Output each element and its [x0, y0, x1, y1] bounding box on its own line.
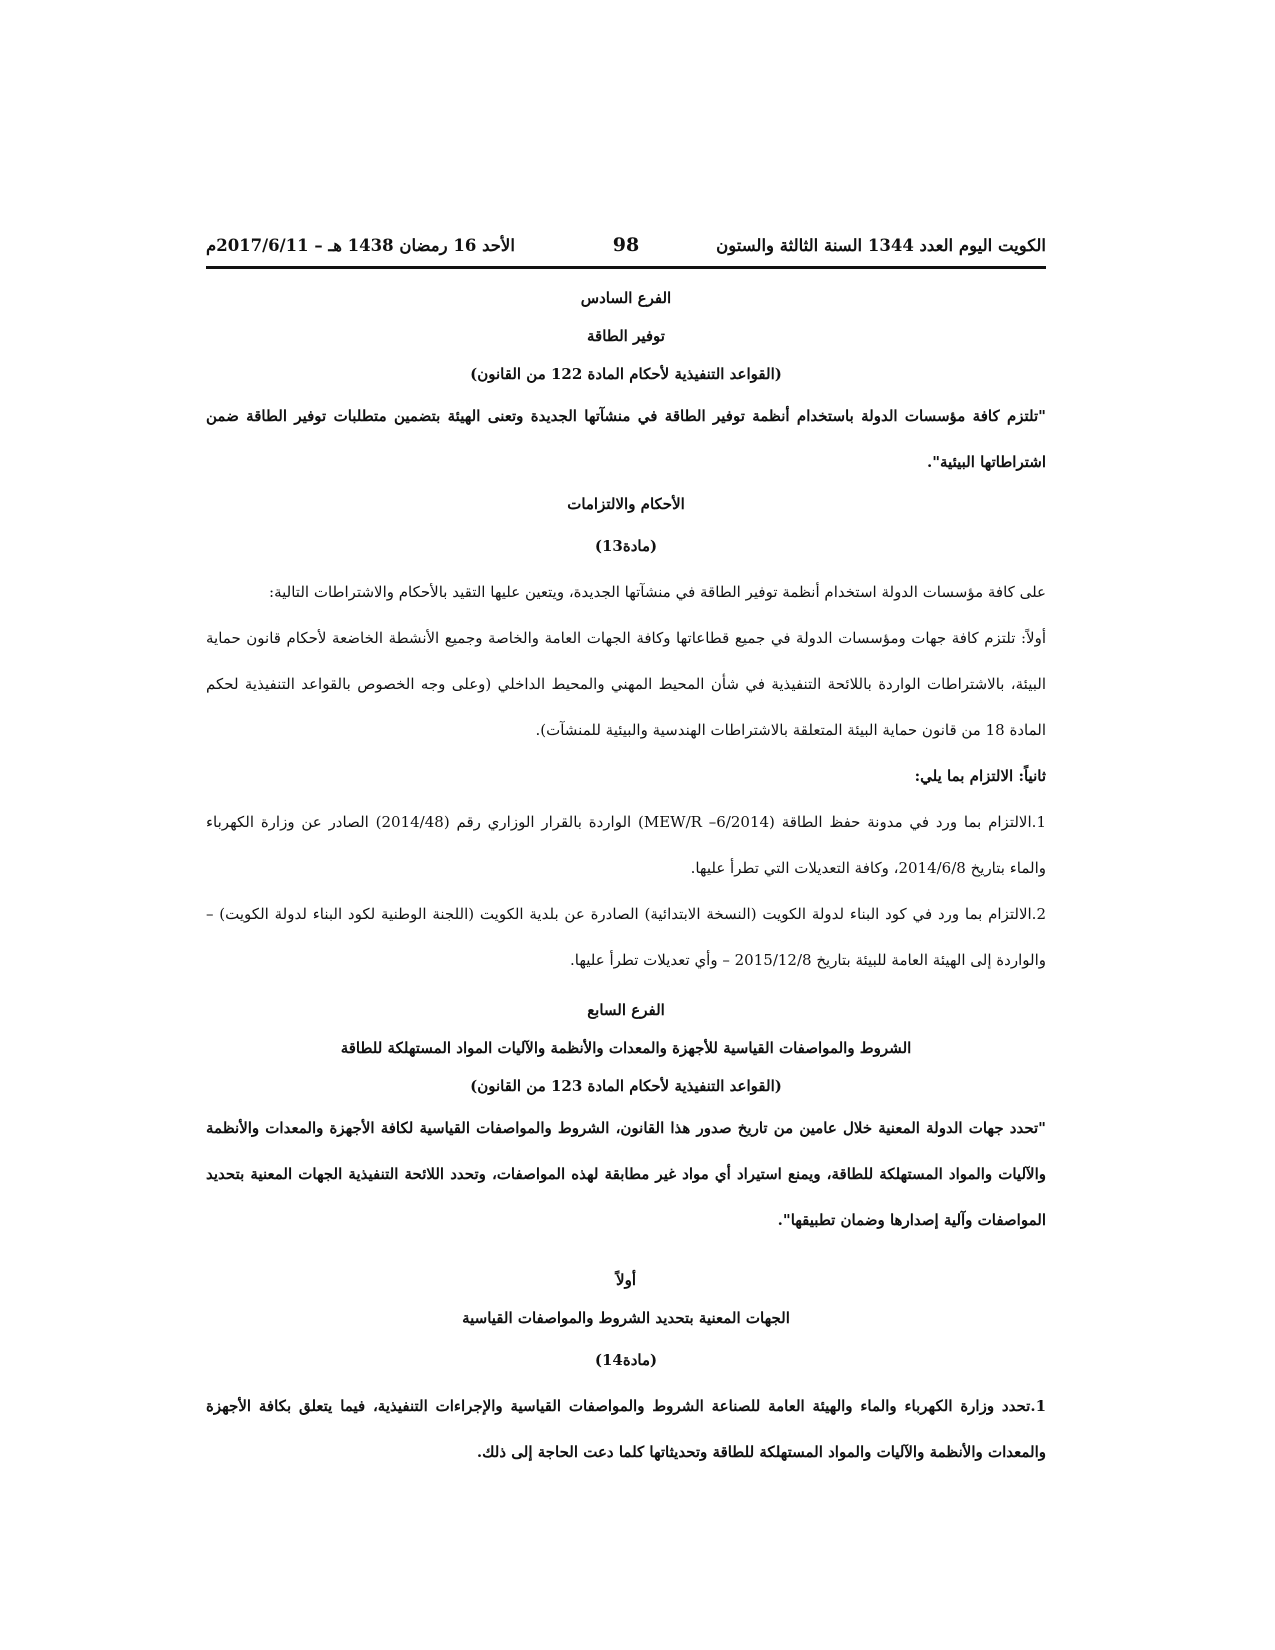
section6-title: توفير الطاقة	[587, 327, 665, 345]
article-13-second: ثانياً: الالتزام بما يلي:	[914, 767, 1046, 785]
header-date: الأحد 16 رمضان 1438 هـ – 2017/6/11م	[206, 236, 515, 255]
header-issue: الكويت اليوم العدد 1344 السنة الثالثة والستون	[716, 236, 1046, 255]
article-13-first: أولاً: تلتزم كافة جهات ومؤسسات الدولة في جميع قطاعاتها وكافة الجهات العامة والخاصة وجميع الأنشطة الخاضعة لأحكام قانون حماية البيئة، بالاشتراطات الواردة باللائحة التنفيذية في شأن المحيط المهني والمحيط الداخلي (وعلى وجه الخصوص بالقواعد التنفيذية لحكم المادة 18 من قانون حماية البيئة المتعلقة بالاشتراطات الهندسية والبيئية للمنشآت).	[206, 629, 1046, 739]
document-body	[206, 279, 1046, 1475]
section6-heading: الأحكام والالتزامات	[567, 495, 685, 513]
page-number: 98	[612, 234, 640, 256]
section7-title: الشروط والمواصفات القياسية للأجهزة والمعدات والأنظمة والآليات المواد المستهلكة للطاقة	[340, 1039, 912, 1057]
article-14-item-1: 1.تحدد وزارة الكهرباء والماء والهيئة العامة للصناعة الشروط والمواصفات القياسية والإجراءات التنفيذية، فيما يتعلق بكافة الأجهزة والمعدات والأنظمة والآليات والمواد المستهلكة للطاقة وتحديثاتها كلما دعت الحاجة إلى ذلك.	[206, 1397, 1046, 1461]
section6-quote: "تلتزم كافة مؤسسات الدولة باستخدام أنظمة توفير الطاقة في منشآتها الجديدة وتعنى الهيئة بتضمين متطلبات توفير الطاقة ضمن اشتراطاتها البيئية".	[206, 407, 1046, 471]
header-rule	[206, 266, 1046, 269]
article-14-heading: (مادة14)	[594, 1351, 658, 1369]
section6-branch: الفرع السادس	[580, 289, 672, 307]
section7-rules: (القواعد التنفيذية لأحكام المادة 123 من القانون)	[470, 1077, 782, 1095]
page-content	[206, 226, 1046, 1475]
article-13-intro: على كافة مؤسسات الدولة استخدام أنظمة توفير الطاقة في منشآتها الجديدة، ويتعين عليها التقيد بالأحكام والاشتراطات التالية:	[269, 583, 1046, 601]
section7-branch: الفرع السابع	[587, 1001, 665, 1019]
page-header	[206, 226, 1046, 266]
section6-rules: (القواعد التنفيذية لأحكام المادة 122 من القانون)	[470, 365, 782, 383]
article-13-item-2: 2.الالتزام بما ورد في كود البناء لدولة الكويت (النسخة الابتدائية) الصادرة عن بلدية الكويت (اللجنة الوطنية لكود البناء لدولة الكويت) – والواردة إلى الهيئة العامة للبيئة بتاريخ 2015/12/8 – وأي تعديلات تطرأ عليها.	[206, 905, 1046, 969]
article-13-item-1: 1.الالتزام بما ورد في مدونة حفظ الطاقة (MEW/R –6/2014) الواردة بالقرار الوزاري رقم (2014/48) الصادر عن وزارة الكهرباء والماء بتاريخ 2014/6/8، وكافة التعديلات التي تطرأ عليها.	[206, 813, 1046, 877]
article-13-heading: (مادة13)	[594, 537, 658, 555]
section7-first-heading: الجهات المعنية بتحديد الشروط والمواصفات القياسية	[462, 1309, 790, 1327]
section7-first-label: أولاً	[616, 1271, 636, 1289]
section7-quote: "تحدد جهات الدولة المعنية خلال عامين من تاريخ صدور هذا القانون، الشروط والمواصفات القياسية لكافة الأجهزة والمعدات والأنظمة والآليات والمواد المستهلكة للطاقة، ويمنع استيراد أي مواد غير مطابقة لهذه المواصفات، وتحدد اللائحة التنفيذية الجهات المعنية بتحديد المواصفات وآلية إصدارها وضمان تطبيقها".	[206, 1119, 1046, 1229]
